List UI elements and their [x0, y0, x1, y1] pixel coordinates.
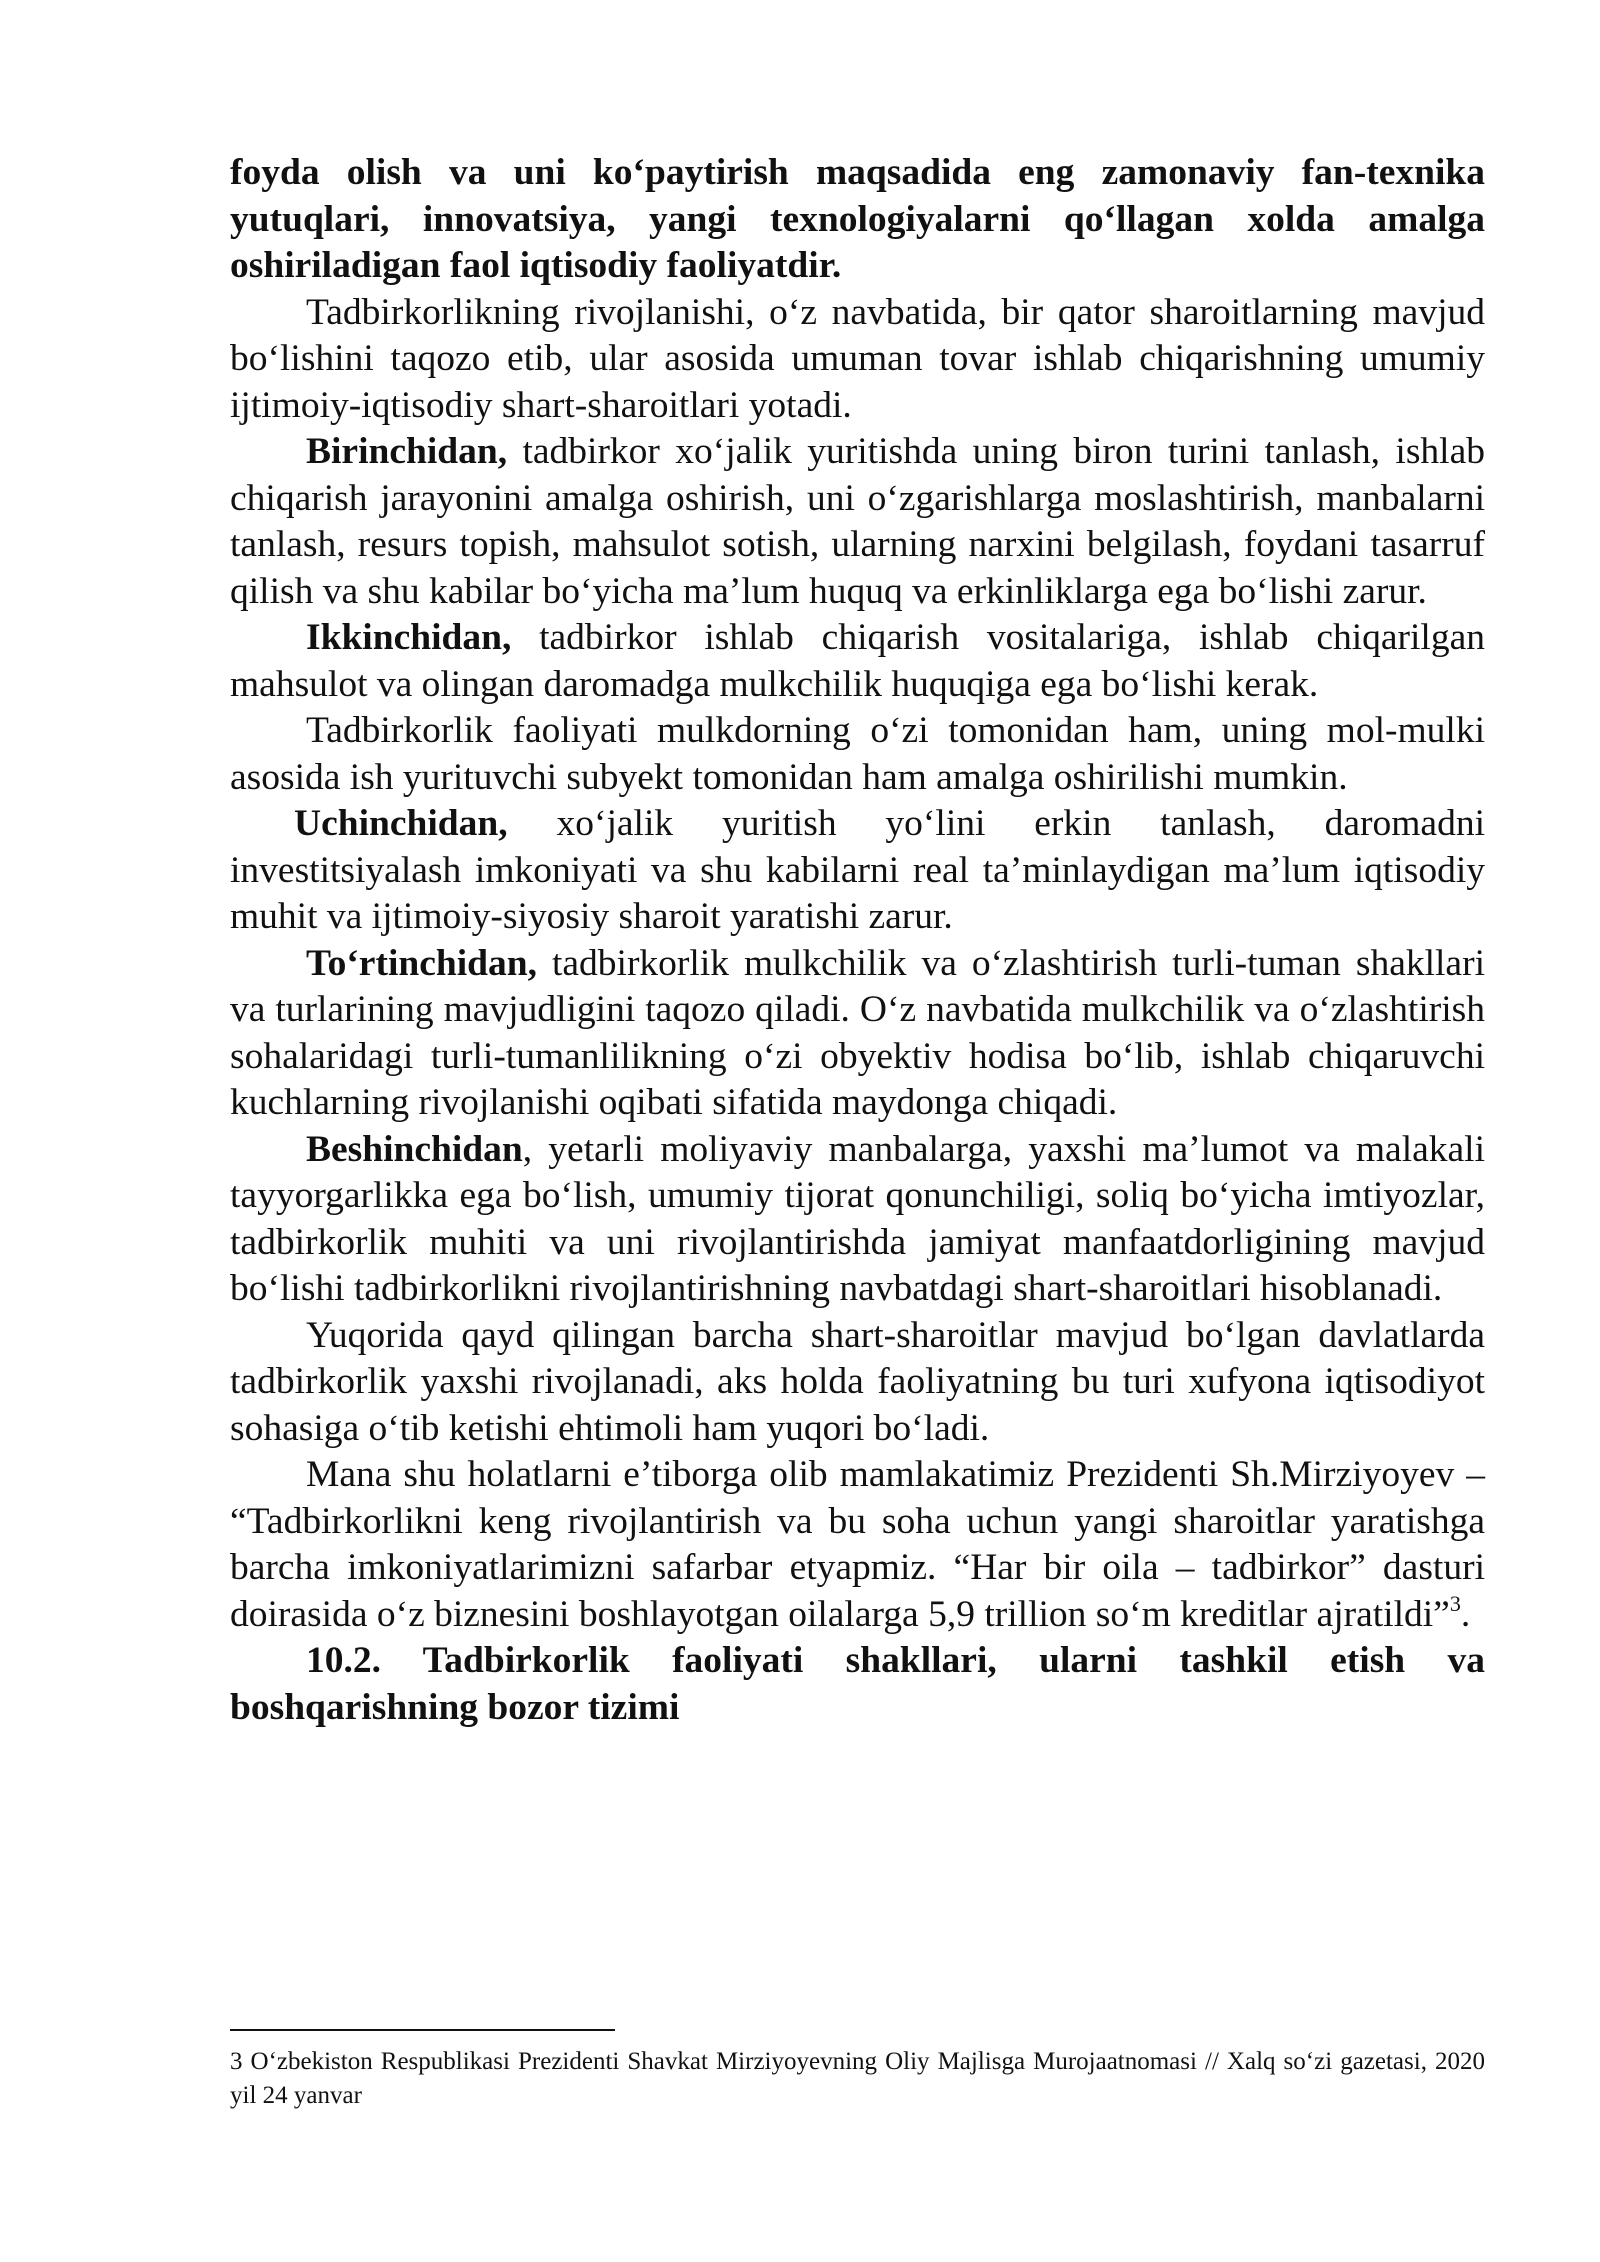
section-heading: 10.2. Tadbirkorlik faoliyati shakllari, ularni tashkil etish va boshqarishning bozor tizimi	[230, 1640, 1485, 1728]
page-body	[230, 150, 1485, 1731]
paragraph-fifth-text: , yetarli moliyaviy manbalarga, yaxshi ma’lumot va malakali tayyorgarlikka ega bo‘lish, umumiy tijorat qonunchiligi, soliq bo‘yicha imtiyozlar, tadbirkorlik muhiti va uni rivojlantirishda jamiyat manfaatdorligining mavjud bo‘lishi tadbirkorlikni rivojlantirishning navbatdagi shart-sharoitlari hisoblanadi.	[230, 1128, 1485, 1309]
paragraph-second	[230, 615, 1485, 708]
lead-fourth: To‘rtinchidan,	[306, 942, 537, 984]
lead-fifth: Beshinchidan	[306, 1128, 523, 1170]
paragraph-president-tail: .	[1460, 1593, 1471, 1635]
paragraph-conditions: Tadbirkorlikning rivojlanishi, o‘z navbatida, bir qator sharoitlarning mavjud bo‘lishini taqozo etib, ular asosida umuman tovar ishlab chiqarishning umumiy ijtimoiy-iqtisodiy shart-sharoitlari yotadi.	[230, 291, 1485, 426]
paragraph-third	[230, 801, 1485, 941]
paragraph-fifth	[230, 1127, 1485, 1313]
footnote-divider	[230, 2029, 615, 2031]
lead-third: Uchinchidan,	[294, 803, 508, 844]
footnote-text: 3 O‘zbekiston Respublikasi Prezidenti Shavkat Mirziyoyevning Oliy Majlisga Murojaatnomasi // Xalq so‘zi gazetasi, 2020 yil 24 yanvar	[230, 2048, 1485, 2109]
paragraph-owner: Tadbirkorlik faoliyati mulkdorning o‘zi tomonidan ham, uning mol-mulki asosida ish yurituvchi subyekt tomonidan ham amalga oshirilishi mumkin.	[230, 710, 1485, 798]
paragraph-first-text: tadbirkor xo‘jalik yuritishda uning biron turini tanlash, ishlab chiqarish jarayonini amalga oshirish, uni o‘zgarishlarga moslashtirish, manbalarni tanlash, resurs topish, mahsulot sotish, ularning narxini belgilash, foydani tasarruf qilish va shu kabilar bo‘yicha ma’lum huquq va erkinliklarga ega bo‘lishi zarur.	[230, 431, 1485, 612]
paragraph-president-text: Mana shu holatlarni e’tiborga olib mamlakatimiz Prezidenti Sh.Mirziyoyev – “Tadbirkorlikni keng rivojlantirish va bu soha uchun yangi sharoitlar yaratishga barcha imkoniyatlarimizni safarbar etyapmiz. “Har bir oila – tadbirkor” dasturi doirasida o‘z biznesini boshlayotgan oilalarga 5,9 trillion so‘m kreditlar ajratildi”	[230, 1454, 1485, 1635]
lead-second: Ikkinchidan,	[306, 617, 512, 658]
paragraph-intro: foyda olish va uni ko‘paytirish maqsadida eng zamonaviy fan-texnika yutuqlari, innovatsiya, yangi texnologiyalarni qo‘llagan xolda amalga oshiriladigan faol iqtisodiy faoliyatdir.	[230, 152, 1485, 286]
paragraph-fourth	[230, 941, 1485, 1127]
paragraph-above: Yuqorida qayd qilingan barcha shart-sharoitlar mavjud bo‘lgan davlatlarda tadbirkorlik yaxshi rivojlanadi, aks holda faoliyatning bu turi xufyona iqtisodiyot sohasiga o‘tib ketishi ehtimoli ham yuqori bo‘ladi.	[230, 1314, 1485, 1449]
lead-first: Birinchidan,	[306, 431, 508, 472]
paragraph-second-text: tadbirkor ishlab chiqarish vositalariga, ishlab chiqarilgan mahsulot va olingan daromadga mulkchilik huquqiga ega bo‘lishi kerak.	[230, 617, 1485, 705]
paragraph-fourth-text: tadbirkorlik mulkchilik va o‘zlashtirish turli-tuman shakllari va turlarining mavjudligini taqozo qiladi. O‘z navbatida mulkchilik va o‘zlashtirish sohalaridagi turli-tumanlilikning o‘zi obyektiv hodisa bo‘lib, ishlab chiqaruvchi kuchlarning rivojlanishi oqibati sifatida maydonga chiqadi.	[230, 942, 1485, 1123]
paragraph-first	[230, 429, 1485, 615]
paragraph-president	[230, 1452, 1485, 1638]
footnote-reference[interactable]: 3	[1449, 1590, 1461, 1616]
paragraph-third-text: xo‘jalik yuritish yo‘lini erkin tanlash, daromadni investitsiyalash imkoniyati va shu kabilarni real ta’minlaydigan ma’lum iqtisodiy muhit va ijtimoiy-siyosiy sharoit yaratishi zarur.	[230, 803, 1485, 937]
